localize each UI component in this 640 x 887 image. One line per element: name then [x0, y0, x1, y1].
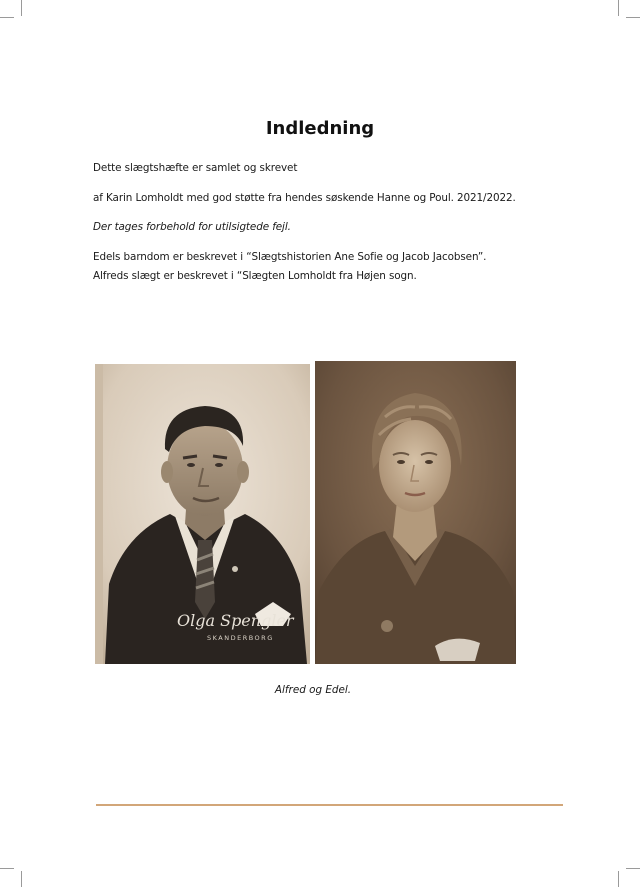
crop-mark — [618, 0, 619, 16]
intro-line-2: af Karin Lomholdt med god støtte fra hendes søskende Hanne og Poul. 2021/2022. — [93, 192, 516, 204]
crop-mark — [21, 0, 22, 16]
footer-divider — [96, 804, 563, 806]
reference-line-2: Alfreds slægt er beskrevet i “Slægten Lomholdt fra Højen sogn. — [93, 270, 417, 282]
portrait-photo-man — [95, 364, 310, 664]
crop-mark — [0, 17, 14, 18]
crop-mark — [626, 868, 640, 869]
intro-line-1: Dette slægtshæfte er samlet og skrevet — [93, 162, 298, 174]
crop-mark — [618, 871, 619, 887]
crop-mark — [0, 868, 14, 869]
crop-mark — [21, 871, 22, 887]
crop-mark — [626, 17, 640, 18]
photo-caption: Alfred og Edel. — [274, 684, 352, 696]
portrait-photo-woman — [315, 361, 516, 664]
page-title: Indledning — [265, 118, 375, 139]
reference-line-1: Edels barndom er beskrevet i “Slægtshistorien Ane Sofie og Jacob Jacobsen”. — [93, 251, 487, 263]
photo-studio-city: SKANDERBORG — [207, 634, 274, 642]
disclaimer-text: Der tages forbehold for utilsigtede fejl. — [93, 221, 291, 233]
photo-studio-stamp: Olga Spengler — [177, 611, 294, 630]
